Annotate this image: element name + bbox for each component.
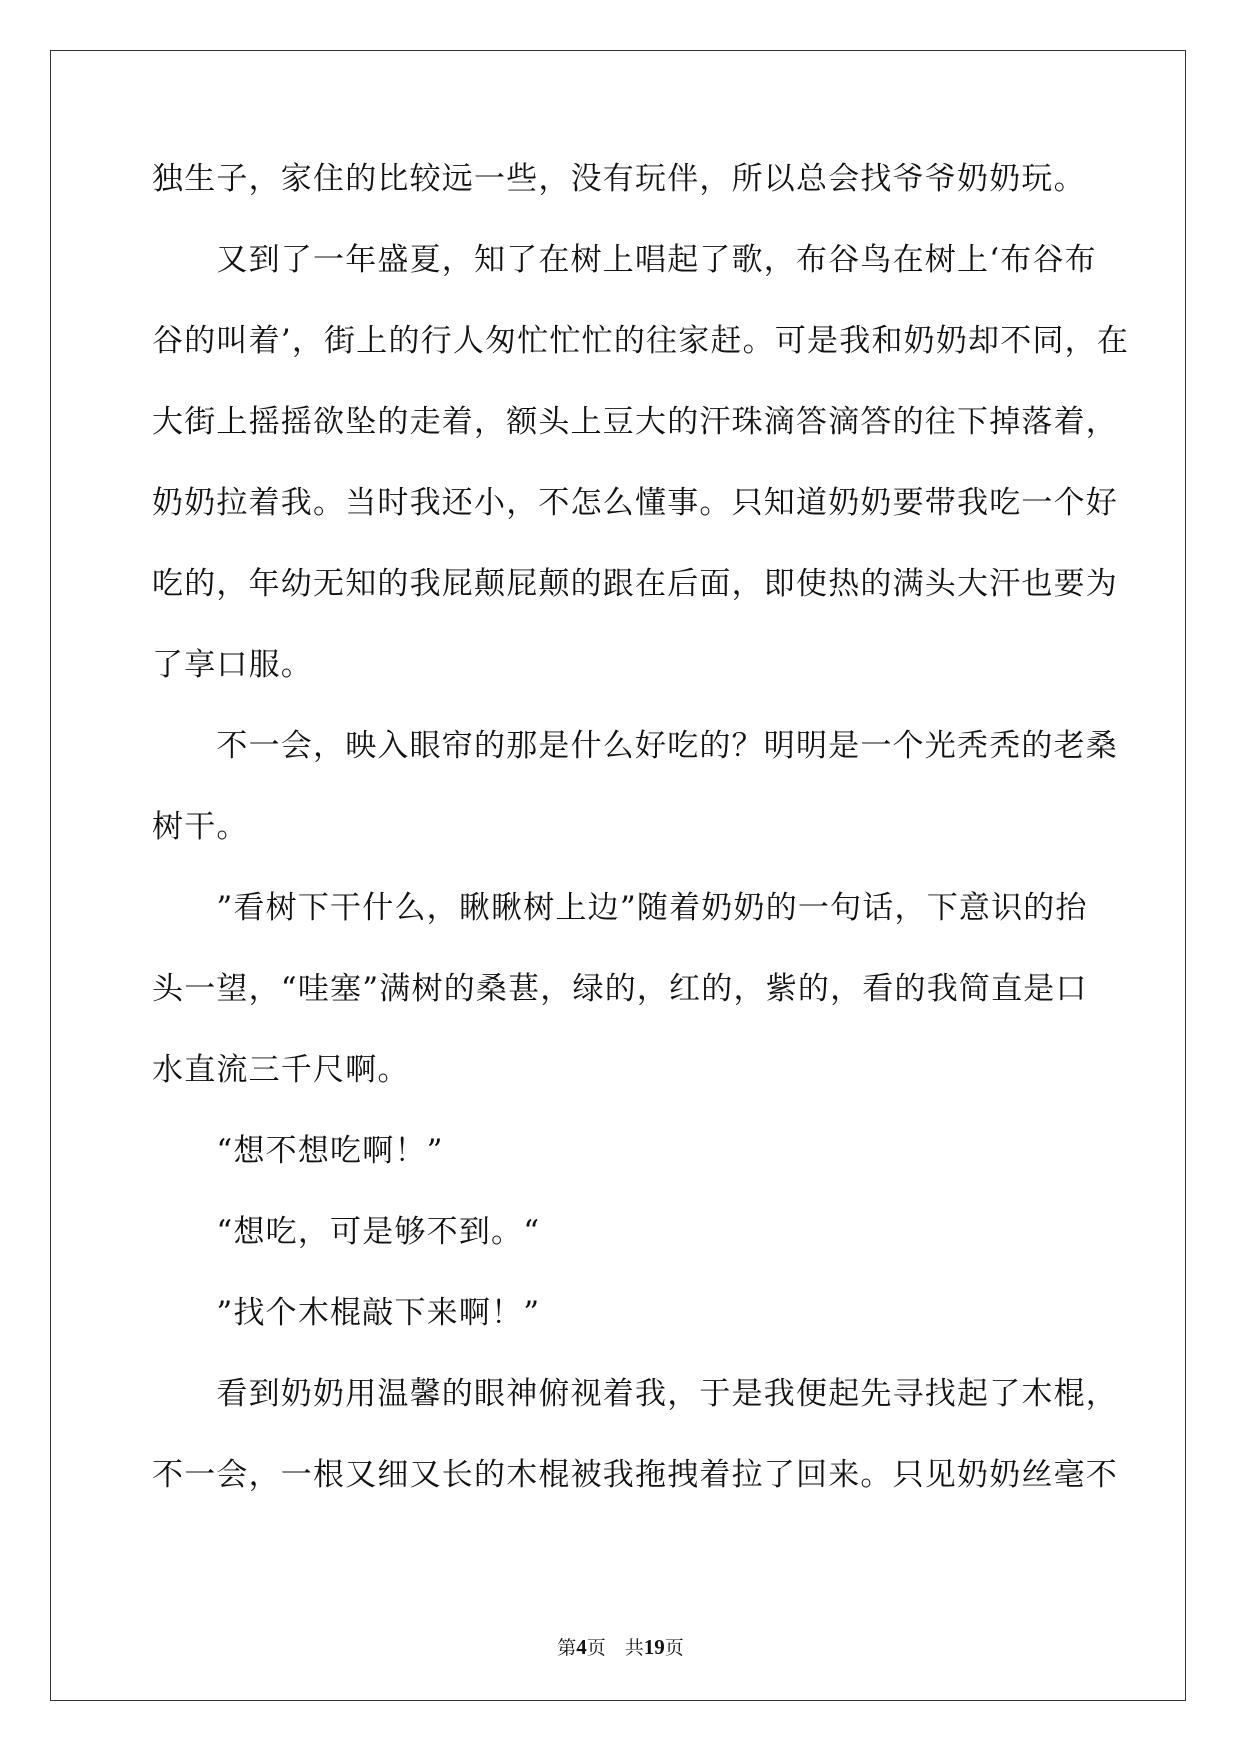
page-footer — [0, 1633, 1241, 1660]
text-line-12: 水直流三千尺啊。 — [152, 1052, 410, 1088]
text-line-7: 了享口服。 — [152, 647, 313, 683]
text-line-2: 又到了一年盛夏，知了在树上唱起了歌，布谷鸟在树上‘布谷布 — [152, 242, 1097, 278]
body-text — [152, 159, 1130, 1536]
text-line-16: 看到奶奶用温馨的眼神俯视着我，于是我便起先寻找起了木棍， — [152, 1376, 1118, 1412]
text-line-13: “想不想吃啊！” — [152, 1133, 444, 1169]
text-line-15: ”找个木棍敲下来啊！” — [152, 1295, 541, 1331]
text-line-17: 不一会，一根又细又长的木棍被我拖拽着拉了回来。只见奶奶丝毫不 — [152, 1457, 1118, 1493]
footer-suffix: 页 — [664, 1637, 684, 1659]
text-line-10: ”看树下干什么，瞅瞅树上边”随着奶奶的一句话，下意识的抬 — [152, 890, 1088, 926]
text-line-14: “想吃，可是够不到。“ — [152, 1214, 541, 1250]
footer-prefix: 第 — [557, 1637, 577, 1659]
footer-middle: 页 共 — [586, 1637, 644, 1659]
text-line-4: 大街上摇摇欲坠的走着，额头上豆大的汗珠滴答滴答的往下掉落着， — [152, 404, 1118, 440]
text-line-6: 吃的，年幼无知的我屁颠屁颠的跟在后面，即使热的满头大汗也要为 — [152, 566, 1118, 602]
text-line-1: 独生子，家住的比较远一些，没有玩伴，所以总会找爷爷奶奶玩。 — [152, 161, 1086, 197]
total-page-number: 19 — [643, 1635, 665, 1659]
text-line-11: 头一望，“哇塞”满树的桑葚，绿的，红的，紫的，看的我简直是口 — [152, 971, 1088, 1007]
current-page-number: 4 — [576, 1635, 587, 1659]
text-line-3: 谷的叫着’，街上的行人匆忙忙忙的往家赶。可是我和奶奶却不同，在 — [152, 323, 1130, 359]
text-line-5: 奶奶拉着我。当时我还小，不怎么懂事。只知道奶奶要带我吃一个好 — [152, 485, 1118, 521]
text-line-8: 不一会，映入眼帘的那是什么好吃的？明明是一个光秃秃的老桑 — [152, 728, 1118, 764]
text-line-9: 树干。 — [152, 809, 249, 845]
